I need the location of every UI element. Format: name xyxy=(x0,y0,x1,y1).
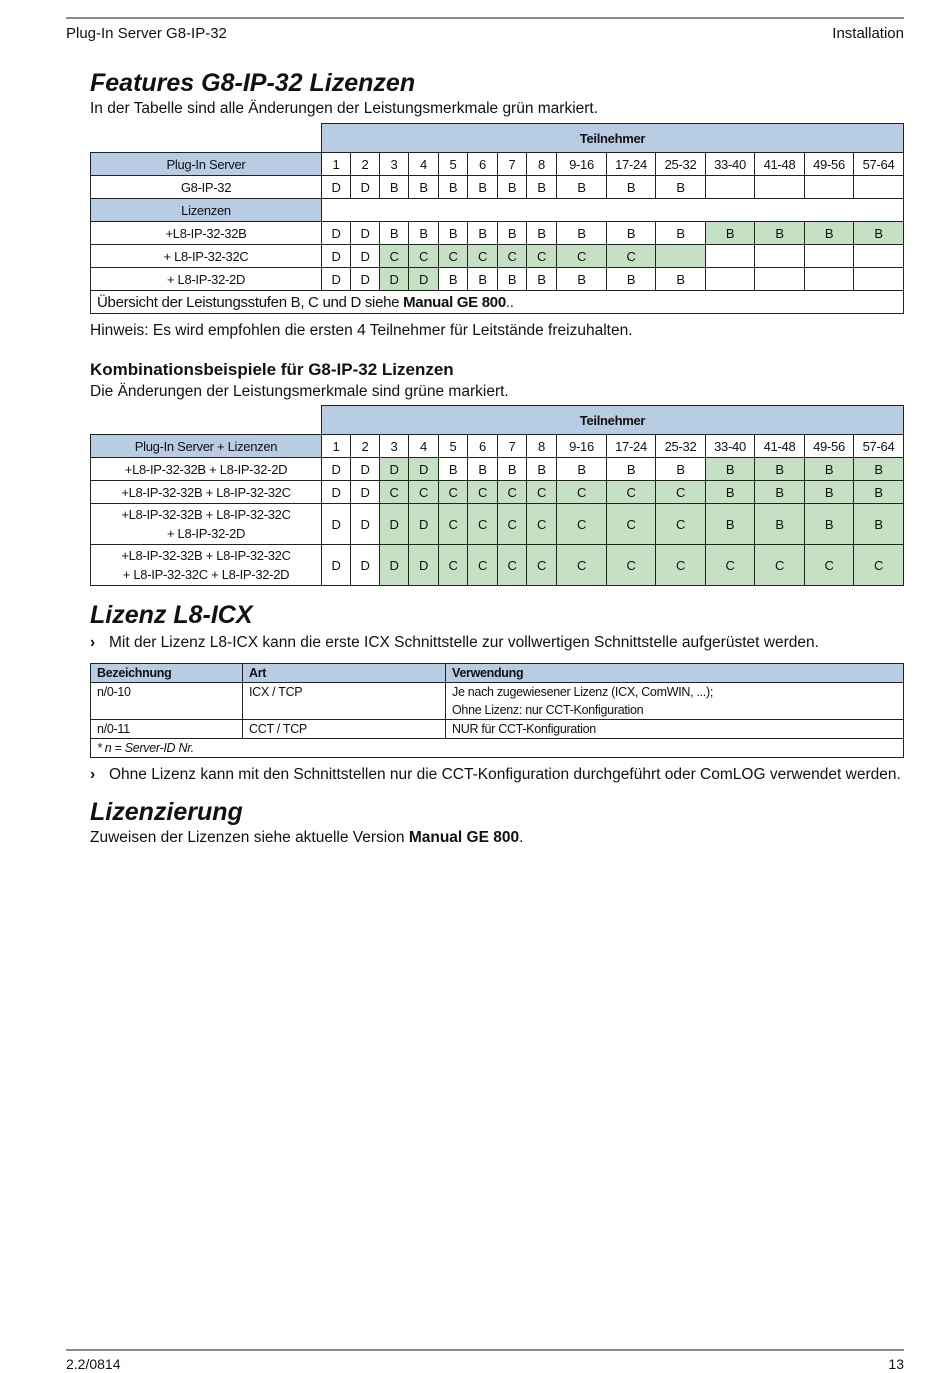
table-cell: C xyxy=(468,481,498,504)
table-cell: C xyxy=(656,481,706,504)
table-cell: C xyxy=(409,245,439,268)
table-cell: B xyxy=(498,268,527,291)
table-row xyxy=(91,720,904,739)
table-cell: C xyxy=(607,245,656,268)
table-cell: C xyxy=(706,545,755,586)
table-cell xyxy=(706,245,755,268)
table-row xyxy=(91,545,904,586)
row-label xyxy=(91,504,322,545)
table-cell: D xyxy=(380,504,409,545)
table-cell: B xyxy=(527,458,557,481)
column-header: 5 xyxy=(439,435,468,458)
footer-rule xyxy=(66,1349,904,1351)
column-header: 6 xyxy=(468,153,498,176)
table-cell: C xyxy=(805,545,854,586)
row-label xyxy=(91,545,322,586)
table-cell: B xyxy=(607,268,656,291)
table-cell: C xyxy=(468,545,498,586)
table-cell: B xyxy=(656,222,706,245)
table-cell xyxy=(854,245,904,268)
table-cell: B xyxy=(755,222,805,245)
column-header: 8 xyxy=(527,153,557,176)
table-cell: C xyxy=(468,245,498,268)
table-cell: C xyxy=(439,504,468,545)
table-cell: B xyxy=(706,222,755,245)
table-cell: B xyxy=(755,458,805,481)
section-title-icx: Lizenz L8-ICX xyxy=(90,601,253,629)
row-label-line: +L8-IP-32-32B + L8-IP-32-32C xyxy=(121,507,291,522)
table-cell: C xyxy=(656,545,706,586)
icx-art: ICX / TCP xyxy=(243,683,446,720)
table-row xyxy=(91,683,904,720)
row-label-line: + L8-IP-32-2D xyxy=(166,526,246,541)
table-cell: B xyxy=(706,458,755,481)
table-cell: B xyxy=(755,481,805,504)
table-cell: D xyxy=(409,458,439,481)
header-section: Installation xyxy=(832,25,904,42)
table-cell xyxy=(805,176,854,199)
icx-art: CCT / TCP xyxy=(243,720,446,739)
icx-col-header: Bezeichnung xyxy=(91,664,243,683)
note-end: .. xyxy=(505,293,514,311)
row-label: G8-IP-32 xyxy=(91,176,322,199)
column-header-row xyxy=(91,435,904,458)
icx-name: n/0-10 xyxy=(91,683,243,720)
table-cell: C xyxy=(498,504,527,545)
hint-text: Hinweis: Es wird empfohlen die ersten 4 Teilnehmer für Leitstände freizuhalten. xyxy=(90,322,633,339)
column-header: 7 xyxy=(498,435,527,458)
row-label-line: + L8-IP-32-32C + L8-IP-32-2D xyxy=(122,567,290,582)
licenses-label-row xyxy=(91,199,904,222)
table-cell: D xyxy=(409,545,439,586)
column-header: 25-32 xyxy=(656,435,706,458)
row-label xyxy=(91,481,322,504)
column-header: 49-56 xyxy=(805,153,854,176)
table-row xyxy=(91,176,904,199)
table-cell: C xyxy=(557,245,607,268)
table-row xyxy=(91,739,904,758)
icx-name: n/0-11 xyxy=(91,720,243,739)
table-cell: D xyxy=(322,458,351,481)
table-cell xyxy=(706,268,755,291)
table-cell: B xyxy=(854,504,904,545)
row-label-line: +L8-IP-32-32B + L8-IP-32-2D xyxy=(124,461,288,477)
table-cell: C xyxy=(854,545,904,586)
table-cell: D xyxy=(351,481,380,504)
licensing-text xyxy=(90,827,904,848)
table-cell: C xyxy=(607,504,656,545)
table-cell: D xyxy=(380,268,409,291)
table-cell: D xyxy=(351,176,380,199)
table-cell: C xyxy=(380,481,409,504)
table-cell xyxy=(755,268,805,291)
table-cell: D xyxy=(351,268,380,291)
table-cell xyxy=(805,268,854,291)
row-label-line: +L8-IP-32-32B + L8-IP-32-32C xyxy=(121,548,291,563)
table-cell: B xyxy=(557,268,607,291)
table-cell: B xyxy=(854,458,904,481)
table-cell xyxy=(805,245,854,268)
column-header: 4 xyxy=(409,153,439,176)
table-cell: B xyxy=(656,458,706,481)
table-cell: B xyxy=(527,176,557,199)
icx-col-header: Verwendung xyxy=(446,664,904,683)
table-cell xyxy=(854,268,904,291)
table-cell: B xyxy=(439,458,468,481)
column-header: 9-16 xyxy=(557,153,607,176)
table-cell: B xyxy=(706,481,755,504)
icx-use xyxy=(446,683,904,720)
section-title-licensing: Lizenzierung xyxy=(90,798,243,826)
table-cell: B xyxy=(755,504,805,545)
chevron-right-icon: › xyxy=(90,634,96,651)
table-cell: B xyxy=(805,504,854,545)
table-cell: B xyxy=(527,222,557,245)
column-header: 33-40 xyxy=(706,153,755,176)
table-cell: C xyxy=(557,504,607,545)
icx-bullet-2 xyxy=(90,764,904,785)
table-cell: C xyxy=(409,481,439,504)
column-header: 7 xyxy=(498,153,527,176)
chevron-right-icon: › xyxy=(90,766,96,783)
column-header: 1 xyxy=(322,153,351,176)
row-label-line: +L8-IP-32-32B + L8-IP-32-32C xyxy=(121,484,291,500)
column-header: 57-64 xyxy=(854,153,904,176)
table-row xyxy=(91,245,904,268)
table-cell: D xyxy=(351,222,380,245)
table-cell: B xyxy=(607,458,656,481)
table-cell: B xyxy=(468,176,498,199)
combinations-table xyxy=(90,405,904,586)
table-cell: C xyxy=(557,481,607,504)
table-row xyxy=(91,504,904,545)
table-cell: C xyxy=(498,481,527,504)
table-cell xyxy=(854,176,904,199)
column-header: 17-24 xyxy=(607,435,656,458)
icx-use: NUR für CCT-Konfiguration xyxy=(446,720,904,739)
header-title: Plug-In Server G8-IP-32 xyxy=(66,25,227,42)
empty-cell xyxy=(91,124,322,153)
row-label: + L8-IP-32-2D xyxy=(91,268,322,291)
column-header: 33-40 xyxy=(706,435,755,458)
features-intro: In der Tabelle sind alle Änderungen der Leistungsmerkmale grün markiert. xyxy=(90,100,599,117)
table-cell: C xyxy=(527,545,557,586)
table-cell: D xyxy=(322,268,351,291)
column-header: 3 xyxy=(380,153,409,176)
empty-cell xyxy=(322,199,904,222)
manual-reference: Manual GE 800 xyxy=(403,293,506,311)
icx-use-line: Je nach zugewiesener Lizenz (ICX, ComWIN, ...); xyxy=(452,685,713,699)
table-cell: C xyxy=(468,504,498,545)
icx-bullet-2-text: Ohne Lizenz kann mit den Schnittstellen nur die CCT-Konfiguration durchgeführt oder ComLOG verwendet werden. xyxy=(109,766,901,783)
table-cell: D xyxy=(409,504,439,545)
table-row xyxy=(91,458,904,481)
table-cell: B xyxy=(527,268,557,291)
column-header: 8 xyxy=(527,435,557,458)
table-row xyxy=(91,222,904,245)
table-cell xyxy=(706,176,755,199)
note-text: Übersicht der Leistungsstufen B, C und D siehe xyxy=(97,293,404,311)
section-title-combinations: Kombinationsbeispiele für G8-IP-32 Lizenzen xyxy=(90,360,454,379)
table-cell: D xyxy=(380,545,409,586)
row-label: + L8-IP-32-32C xyxy=(91,245,322,268)
table-cell: B xyxy=(380,176,409,199)
column-header: 57-64 xyxy=(854,435,904,458)
table-cell: B xyxy=(656,176,706,199)
table-cell: B xyxy=(498,176,527,199)
column-header: 1 xyxy=(322,435,351,458)
row-label xyxy=(91,458,322,481)
table-cell: C xyxy=(380,245,409,268)
table-cell: B xyxy=(557,176,607,199)
table-cell: B xyxy=(805,458,854,481)
column-header: 41-48 xyxy=(755,435,805,458)
table-cell: B xyxy=(805,222,854,245)
table-cell: B xyxy=(557,222,607,245)
table-cell xyxy=(755,245,805,268)
table-cell: D xyxy=(409,268,439,291)
table-cell: B xyxy=(706,504,755,545)
table-cell: C xyxy=(498,545,527,586)
table-cell: C xyxy=(527,504,557,545)
column-header: 9-16 xyxy=(557,435,607,458)
table-cell: C xyxy=(656,504,706,545)
table-cell: B xyxy=(498,458,527,481)
table-cell: B xyxy=(854,481,904,504)
table-cell: D xyxy=(322,245,351,268)
table-cell: C xyxy=(607,481,656,504)
table-cell: C xyxy=(439,245,468,268)
page-number: 13 xyxy=(888,1356,904,1372)
note-cell xyxy=(91,291,904,314)
table-cell: B xyxy=(498,222,527,245)
table-cell: B xyxy=(557,458,607,481)
combinations-intro: Die Änderungen der Leistungsmerkmale sind grüne markiert. xyxy=(90,383,509,400)
column-header: 5 xyxy=(439,153,468,176)
table-cell: C xyxy=(557,545,607,586)
table-row xyxy=(91,481,904,504)
column-header: 2 xyxy=(351,153,380,176)
table-cell: B xyxy=(380,222,409,245)
column-header: 41-48 xyxy=(755,153,805,176)
table-cell: B xyxy=(607,176,656,199)
table-cell: D xyxy=(351,458,380,481)
table-cell: C xyxy=(755,545,805,586)
table-cell: B xyxy=(805,481,854,504)
table-cell: D xyxy=(322,545,351,586)
group-header-row xyxy=(91,406,904,435)
features-table xyxy=(90,123,904,314)
manual-reference: Manual GE 800 xyxy=(408,829,520,846)
column-header: 4 xyxy=(409,435,439,458)
note-row xyxy=(91,291,904,314)
table-cell: D xyxy=(322,176,351,199)
row-header: Plug-In Server xyxy=(91,153,322,176)
column-header: 25-32 xyxy=(656,153,706,176)
column-header-row xyxy=(91,153,904,176)
table-cell: C xyxy=(439,481,468,504)
table-cell: B xyxy=(656,268,706,291)
column-header: 6 xyxy=(468,435,498,458)
licensing-text-main: Zuweisen der Lizenzen siehe aktuelle Version xyxy=(90,829,409,846)
table-cell: B xyxy=(854,222,904,245)
header-rule xyxy=(66,17,904,19)
table-cell: D xyxy=(322,481,351,504)
page-content xyxy=(90,68,904,848)
icx-bullet-1 xyxy=(90,632,904,653)
table-cell: C xyxy=(439,545,468,586)
row-label: +L8-IP-32-32B xyxy=(91,222,322,245)
table-cell: D xyxy=(380,458,409,481)
icx-col-header: Art xyxy=(243,664,446,683)
group-header: Teilnehmer xyxy=(322,124,904,153)
table-cell: B xyxy=(439,222,468,245)
row-header: Plug-In Server + Lizenzen xyxy=(91,435,322,458)
table-cell: B xyxy=(409,176,439,199)
icx-bullet-1-text: Mit der Lizenz L8-ICX kann die erste ICX Schnittstelle zur vollwertigen Schnittstelle aufgerüstet werden. xyxy=(109,634,819,651)
column-header: 2 xyxy=(351,435,380,458)
table-cell: D xyxy=(351,245,380,268)
table-cell: D xyxy=(351,545,380,586)
table-cell xyxy=(755,176,805,199)
table-cell: B xyxy=(468,458,498,481)
icx-table xyxy=(90,663,904,758)
table-cell xyxy=(656,245,706,268)
group-header-row xyxy=(91,124,904,153)
table-cell: B xyxy=(439,176,468,199)
table-cell: D xyxy=(322,504,351,545)
table-cell: C xyxy=(527,245,557,268)
table-cell: C xyxy=(498,245,527,268)
table-cell: B xyxy=(409,222,439,245)
table-cell: C xyxy=(527,481,557,504)
column-header: 3 xyxy=(380,435,409,458)
table-cell: C xyxy=(607,545,656,586)
licensing-text-end: . xyxy=(519,829,524,846)
column-header: 17-24 xyxy=(607,153,656,176)
icx-table-header xyxy=(91,664,904,683)
empty-cell xyxy=(91,406,322,435)
section-title-features: Features G8-IP-32 Lizenzen xyxy=(90,69,416,97)
column-header: 49-56 xyxy=(805,435,854,458)
footer-version: 2.2/0814 xyxy=(66,1356,121,1372)
table-cell: D xyxy=(351,504,380,545)
table-cell: B xyxy=(607,222,656,245)
icx-footnote: * n = Server-ID Nr. xyxy=(91,739,904,758)
group-header: Teilnehmer xyxy=(322,406,904,435)
icx-use-line: Ohne Lizenz: nur CCT-Konfiguration xyxy=(452,703,644,717)
table-cell: B xyxy=(468,268,498,291)
table-cell: D xyxy=(322,222,351,245)
table-cell: B xyxy=(468,222,498,245)
licenses-label: Lizenzen xyxy=(91,199,322,222)
table-cell: B xyxy=(439,268,468,291)
table-row xyxy=(91,268,904,291)
